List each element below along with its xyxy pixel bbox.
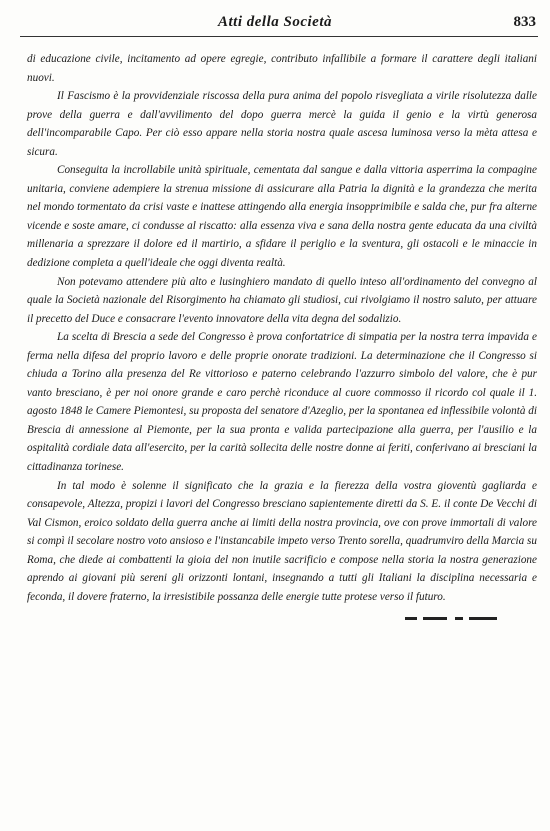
body-text: [27, 50, 537, 606]
paragraph: di educazione civile, incitamento ad opere egregie, contributo infallibile a formare il carattere degli italiani nuovi.: [27, 53, 537, 84]
paragraph: In tal modo è solenne il significato che la grazia e la fierezza della vostra gioventù gagliarda e consapevole, Altezza, propizi i lavori del Congresso bresciano sapientemente diretti da S. E. il conte De Vecchi di Val Cismon, eroico soldato della guerra anche ai limiti della nostra provincia, ove con prove immortali di valore si compì il secolare nostro voto ansioso e l'instancabile impeto verso Trento sorella, quadrumviro della Marcia su Roma, che diede ai combattenti la gioia del non inutile sacrificio e compose nella storia la nostra generazione aprendo ai giovani più sereni gli orizzonti lontani, insegnando a tutti gli Italiani la disciplina necessaria e feconda, il dovere fraterno, la irresistibile possanza delle energie tutte protese verso il futuro.: [27, 479, 537, 603]
paragraph: Il Fascismo è la provvidenziale riscossa della pura anima del popolo risvegliata a virile risolutezza dalle prove della guerra e dall'avvilimento del dopo guerra mercè la guida il genio e la virtù generosa dell'incomparabile Capo. Per ciò esso appare nella storia nostra quale ascesa luminosa verso la mèta attesa e sicura.: [27, 90, 537, 158]
paragraph: Conseguita la incrollabile unità spirituale, cementata dal sangue e dalla vittoria asperrima la compagine unitaria, conviene adempiere la strenua missione di assicurare alla Patria la dignità e la grandezza che merita nel mondo tormentato da crisi vaste e inattese attingendo alla energia insopprimibile e salda che, pur fra alterne vicende e soste amare, ci condusse al riscatto: alla essenza viva e sana della nostra gente educata da una civiltà millenaria a sprezzare il dolore ed il martirio, a sfidare il periglio e la sventura, gli ostacoli e le minaccie in dedizione completa a quell'ideale che oggi diventa realtà.: [27, 164, 537, 270]
ink-mark: [405, 614, 497, 624]
page-number: 833: [513, 14, 536, 30]
running-title: Atti della Società: [218, 14, 332, 30]
paragraph: Non potevamo attendere più alto e lusinghiero mandato di quello inteso all'ordinamento del convegno al quale la Società nazionale del Risorgimento ha chiamato gli studiosi, cui rivolgiamo il nostro saluto, per attuare il precetto del Duce e consacrare l'evento innovatore della vita degna del sodalizio.: [27, 275, 537, 325]
paragraph: La scelta di Brescia a sede del Congresso è prova confortatrice di simpatia per la nostra terra impavida e ferma nella difesa del proprio lavoro e delle proprie onorate tradizioni. La determinazione che il Congresso si chiuda a Torino alla presenza del Re vittorioso e paterno celebrando l'azzurro simbolo del valore, che è pur vanto bresciano, è per noi onore grande e caro perchè riconduce al cuore commosso il ricordo col quale il 1. agosto 1848 le Camere Piemontesi, su proposta del senatore d'Azeglio, per la spontanea ed inflessibile volontà di Brescia di annessione al Piemonte, per la sua pronta e valida partecipazione alla guerra, per l'ausilio e la ospitalità cordiale data all'esercito, per la carità sollecita delle nostre donne ai feriti, conferivano ai bresciani la cittadinanza torinese.: [27, 331, 537, 474]
running-head: [0, 12, 550, 36]
header-rule: [20, 36, 538, 37]
